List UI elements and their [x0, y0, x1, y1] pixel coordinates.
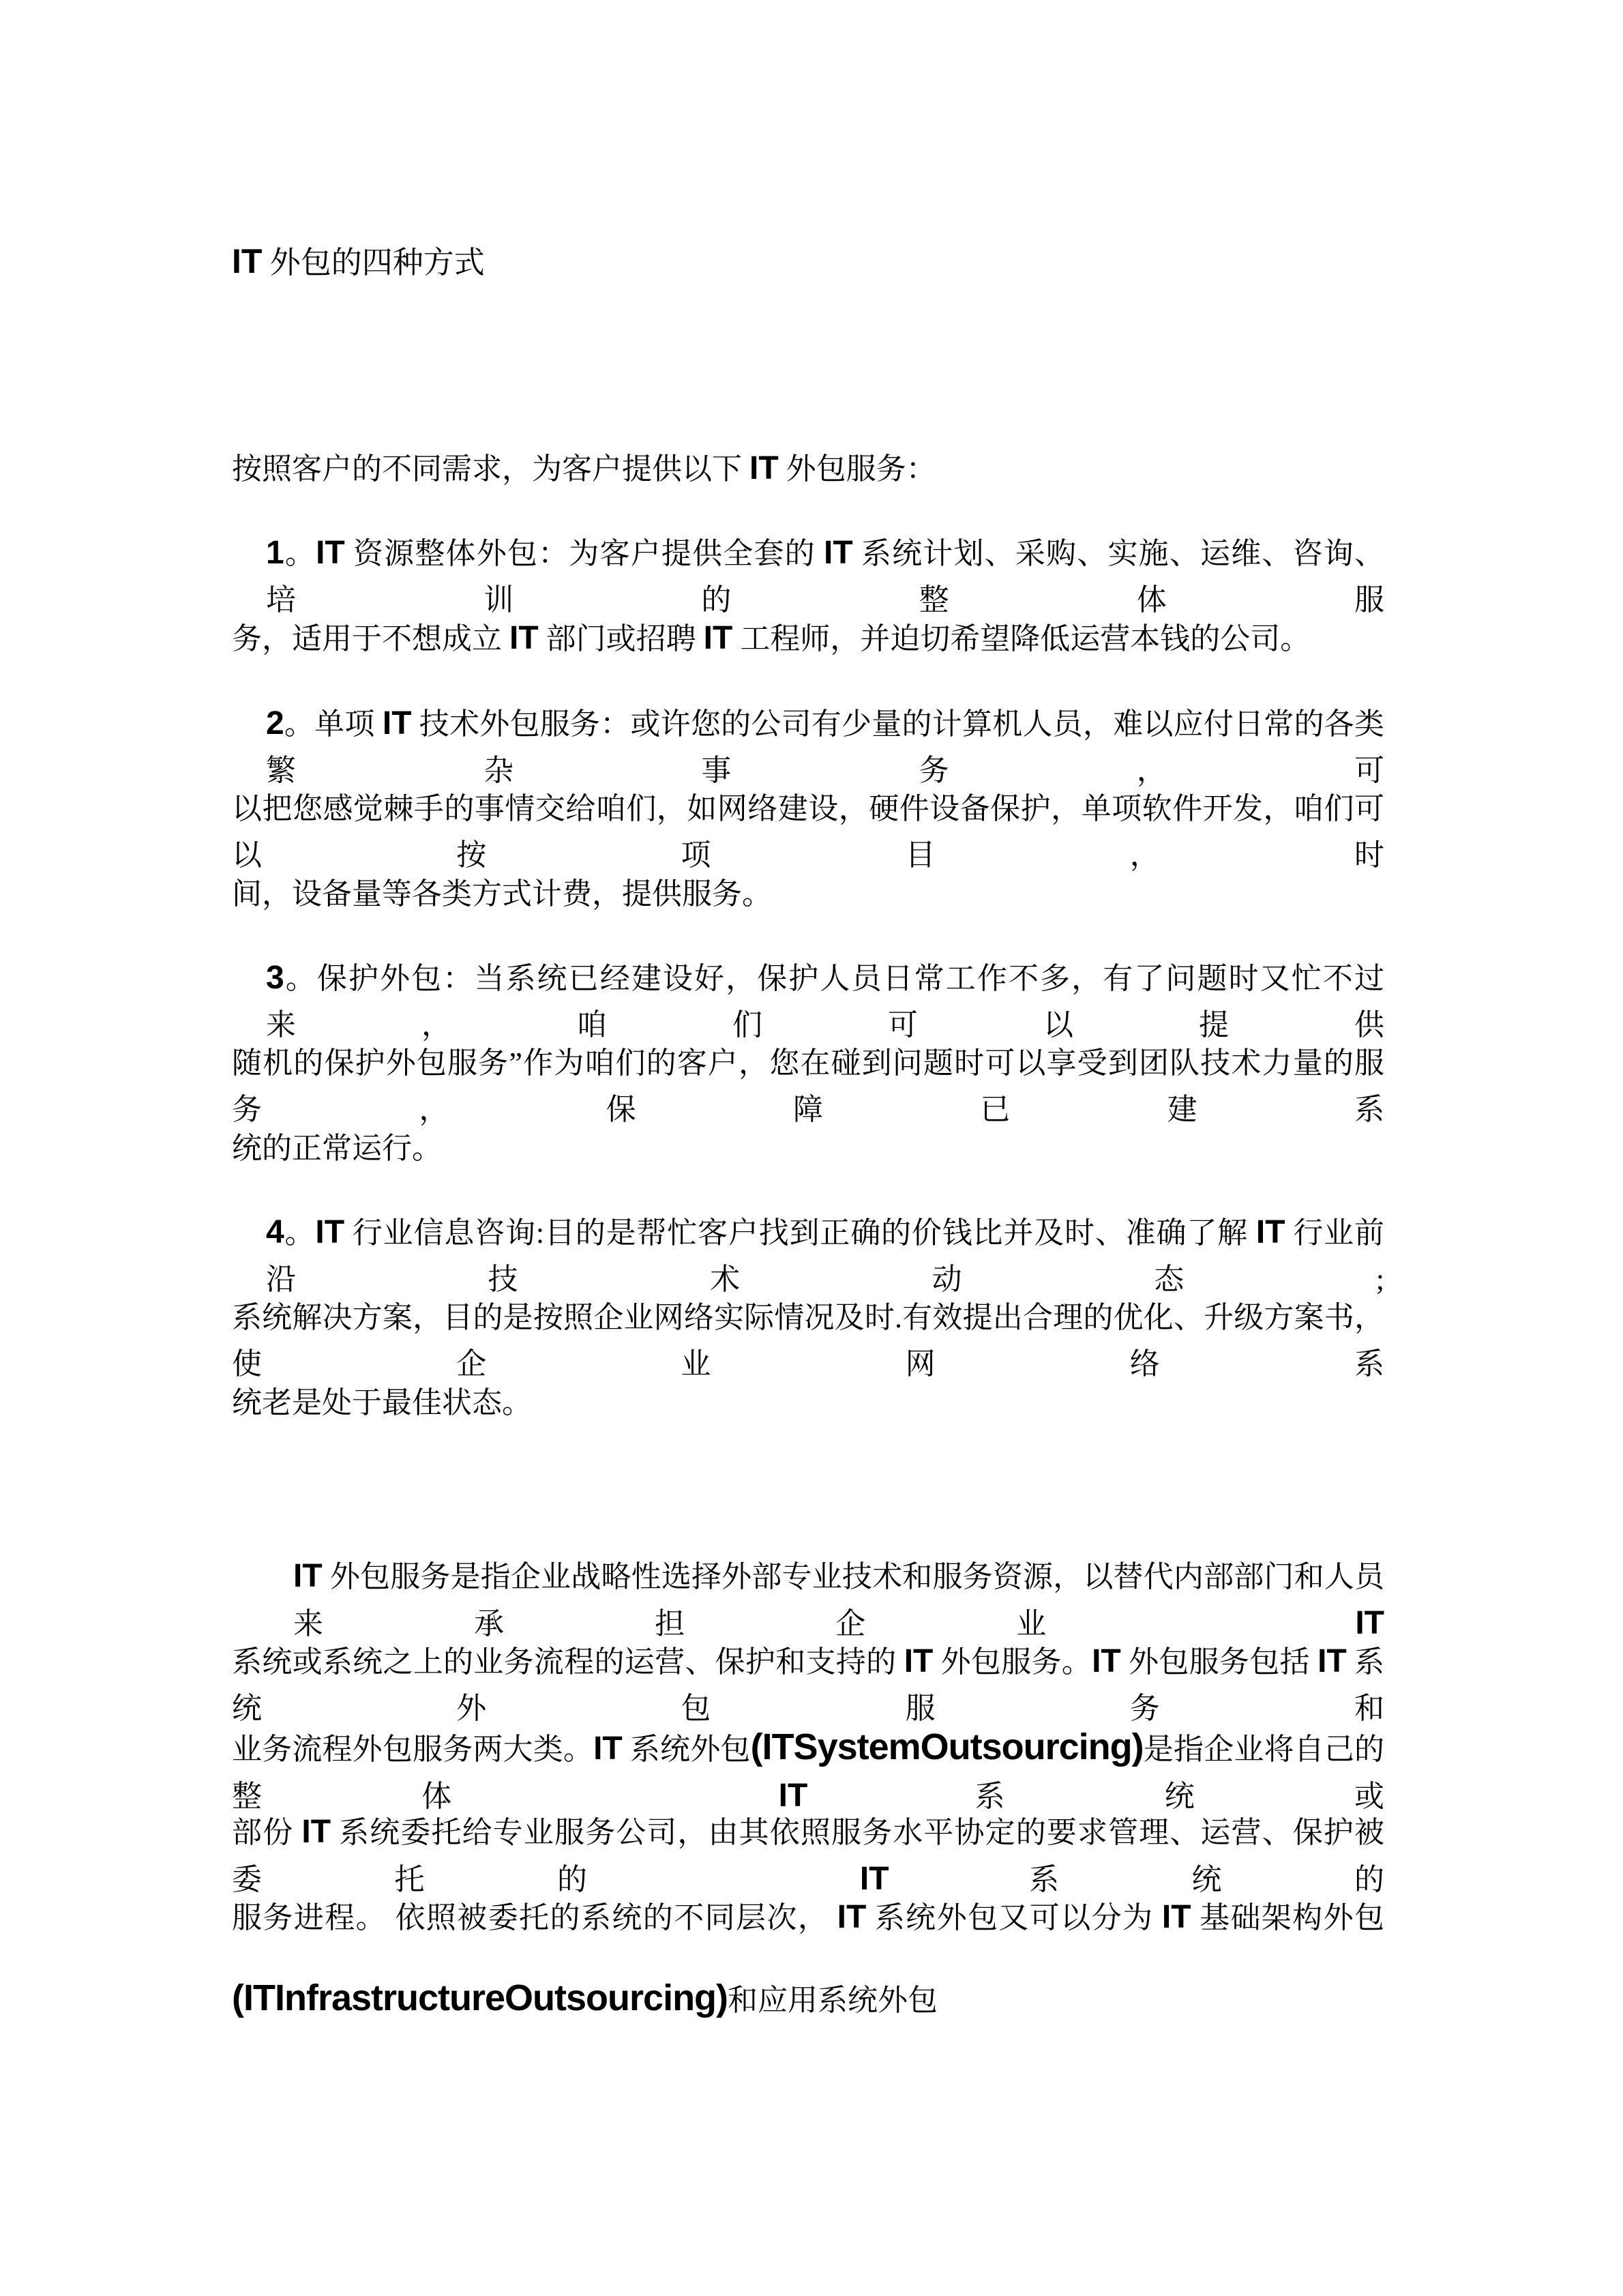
chinese-text-segment: 系统计划、采购、实施、运维、咨询、培训的整体服 — [266, 537, 1384, 617]
chinese-text-segment: 系统外包服务和 — [232, 1645, 1385, 1725]
text-line — [232, 789, 1384, 882]
text-line — [232, 874, 1384, 921]
chinese-text-segment: 统的正常运行。 — [232, 1132, 442, 1165]
latin-text-segment: IT — [593, 1731, 623, 1767]
chinese-text-segment: 务，适用于不想成立 — [232, 622, 509, 656]
latin-text-segment: IT — [1255, 1214, 1285, 1250]
latin-text-segment: IT — [837, 1899, 867, 1935]
chinese-text-segment: 系统委托给专业服务公司，由其依照服务水平协定的要求管理、运营、保护被委托的 — [232, 1816, 1385, 1896]
chinese-text-segment: 部份 — [232, 1816, 302, 1849]
chinese-text-segment: 服务进程。 依照被委托的系统的不同层次， — [232, 1901, 837, 1934]
chinese-text-segment: 。 — [284, 1216, 316, 1250]
chinese-text-segment: 间，设备量等各类方式计费，提供服务。 — [232, 877, 772, 911]
latin-text-segment: IT — [749, 450, 779, 486]
text-line — [266, 533, 1384, 627]
latin-text-segment: (ITInfrastructureOutsourcing) — [232, 1977, 728, 2018]
latin-text-segment: IT — [232, 242, 263, 280]
chinese-text-segment: 技术外包服务：或许您的公司有少量的计算机人员，难以应付日常的各类繁杂事务，可 — [266, 707, 1385, 787]
chinese-text-segment: 系统解决方案，目的是按照企业网络实际情况及时.有效提出合理的优化、升级方案书，使企业网络系 — [232, 1301, 1384, 1381]
chinese-text-segment: 随机的保护外包服务”作为咱们的客户，您在碰到问题时可以享受到团队技术力量的服务，保障已建系 — [232, 1046, 1384, 1126]
chinese-text-segment: 工程师，并迫切希望降低运营本钱的公司。 — [732, 622, 1311, 656]
latin-text-segment: IT — [1092, 1643, 1121, 1679]
chinese-text-segment: 系统或 — [807, 1780, 1384, 1813]
text-line — [232, 449, 1384, 496]
chinese-text-segment: 按照客户的不同需求，为客户提供以下 — [232, 452, 749, 486]
latin-text-segment: (ITSystemOutsourcing) — [750, 1726, 1144, 1767]
latin-text-segment: IT — [703, 620, 733, 656]
latin-text-segment: 1 — [266, 535, 284, 571]
latin-text-segment: IT — [382, 705, 412, 741]
text-line — [232, 1298, 1384, 1391]
chinese-text-segment: 外包服务是指企业战略性选择外部专业技术和服务资源，以替代内部部门和人员来承担企业 — [293, 1560, 1384, 1640]
text-line — [266, 704, 1384, 797]
latin-text-segment: 3 — [266, 960, 284, 996]
chinese-text-segment: 系统外包又可以分为 — [866, 1901, 1162, 1934]
chinese-text-segment: 。保护外包：当系统已经建设好，保护人员日常工作不多，有了问题时又忙不过来，咱们可以提供 — [266, 962, 1384, 1042]
text-line — [266, 1213, 1384, 1306]
chinese-text-segment: 和应用系统外包 — [728, 1984, 938, 2017]
text-line — [293, 1557, 1384, 1651]
text-line — [232, 1642, 1384, 1735]
chinese-text-segment: 系统的 — [889, 1863, 1385, 1896]
text-line — [232, 619, 1384, 666]
latin-text-segment: IT — [1161, 1899, 1191, 1935]
chinese-text-segment: 基础架构外包 — [1191, 1901, 1385, 1934]
latin-text-segment: IT — [904, 1643, 934, 1679]
text-line — [232, 1383, 1384, 1430]
latin-text-segment: IT — [316, 535, 345, 571]
latin-text-segment: IT — [859, 1861, 889, 1897]
chinese-text-segment: 外包服务： — [778, 452, 936, 486]
latin-text-segment: IT — [509, 620, 539, 656]
chinese-text-segment: 部门或招聘 — [538, 622, 704, 656]
chinese-text-segment: 资源整体外包：为客户提供全套的 — [344, 537, 824, 570]
chinese-text-segment: 外包服务包括 — [1120, 1645, 1318, 1679]
latin-text-segment: IT — [824, 535, 853, 571]
chinese-text-segment: 系统或系统之上的业务流程的运营、保护和支持的 — [232, 1645, 904, 1679]
text-line — [232, 1898, 1384, 1945]
document-title — [232, 241, 1384, 290]
latin-text-segment: 4 — [266, 1214, 284, 1250]
chinese-text-segment: 统老是处于最佳状态。 — [232, 1386, 532, 1419]
latin-text-segment: IT — [315, 1214, 345, 1250]
latin-text-segment: IT — [1355, 1605, 1384, 1641]
chinese-text-segment: 。 — [284, 537, 316, 570]
chinese-text-segment: 。单项 — [284, 707, 383, 741]
chinese-text-segment: 行业信息咨询:目的是帮忙客户找到正确的价钱比并及时、准确了解 — [344, 1216, 1256, 1250]
chinese-text-segment: 行业前沿技术动态; — [266, 1216, 1385, 1296]
text-line — [232, 1978, 1384, 2027]
latin-text-segment: IT — [293, 1558, 323, 1594]
text-line — [266, 958, 1384, 1052]
latin-text-segment: 2 — [266, 705, 284, 741]
chinese-text-segment: 外包的四种方式 — [262, 246, 485, 280]
text-line — [232, 1044, 1384, 1136]
chinese-text-segment: 是指企业将自己的整体 — [232, 1733, 1385, 1813]
chinese-text-segment: 系统外包 — [622, 1733, 751, 1766]
chinese-text-segment: 业务流程外包服务两大类。 — [232, 1733, 594, 1766]
latin-text-segment: IT — [301, 1814, 331, 1850]
chinese-text-segment: 以把您感觉棘手的事情交给咱们，如网络建设，硬件设备保护，单项软件开发，咱们可以按项目，时 — [232, 792, 1384, 872]
text-line — [232, 1129, 1384, 1175]
text-line — [232, 1812, 1384, 1907]
text-line — [232, 1727, 1384, 1823]
latin-text-segment: IT — [778, 1778, 808, 1814]
chinese-text-segment: 外包服务。 — [933, 1645, 1092, 1679]
latin-text-segment: IT — [1317, 1643, 1347, 1679]
